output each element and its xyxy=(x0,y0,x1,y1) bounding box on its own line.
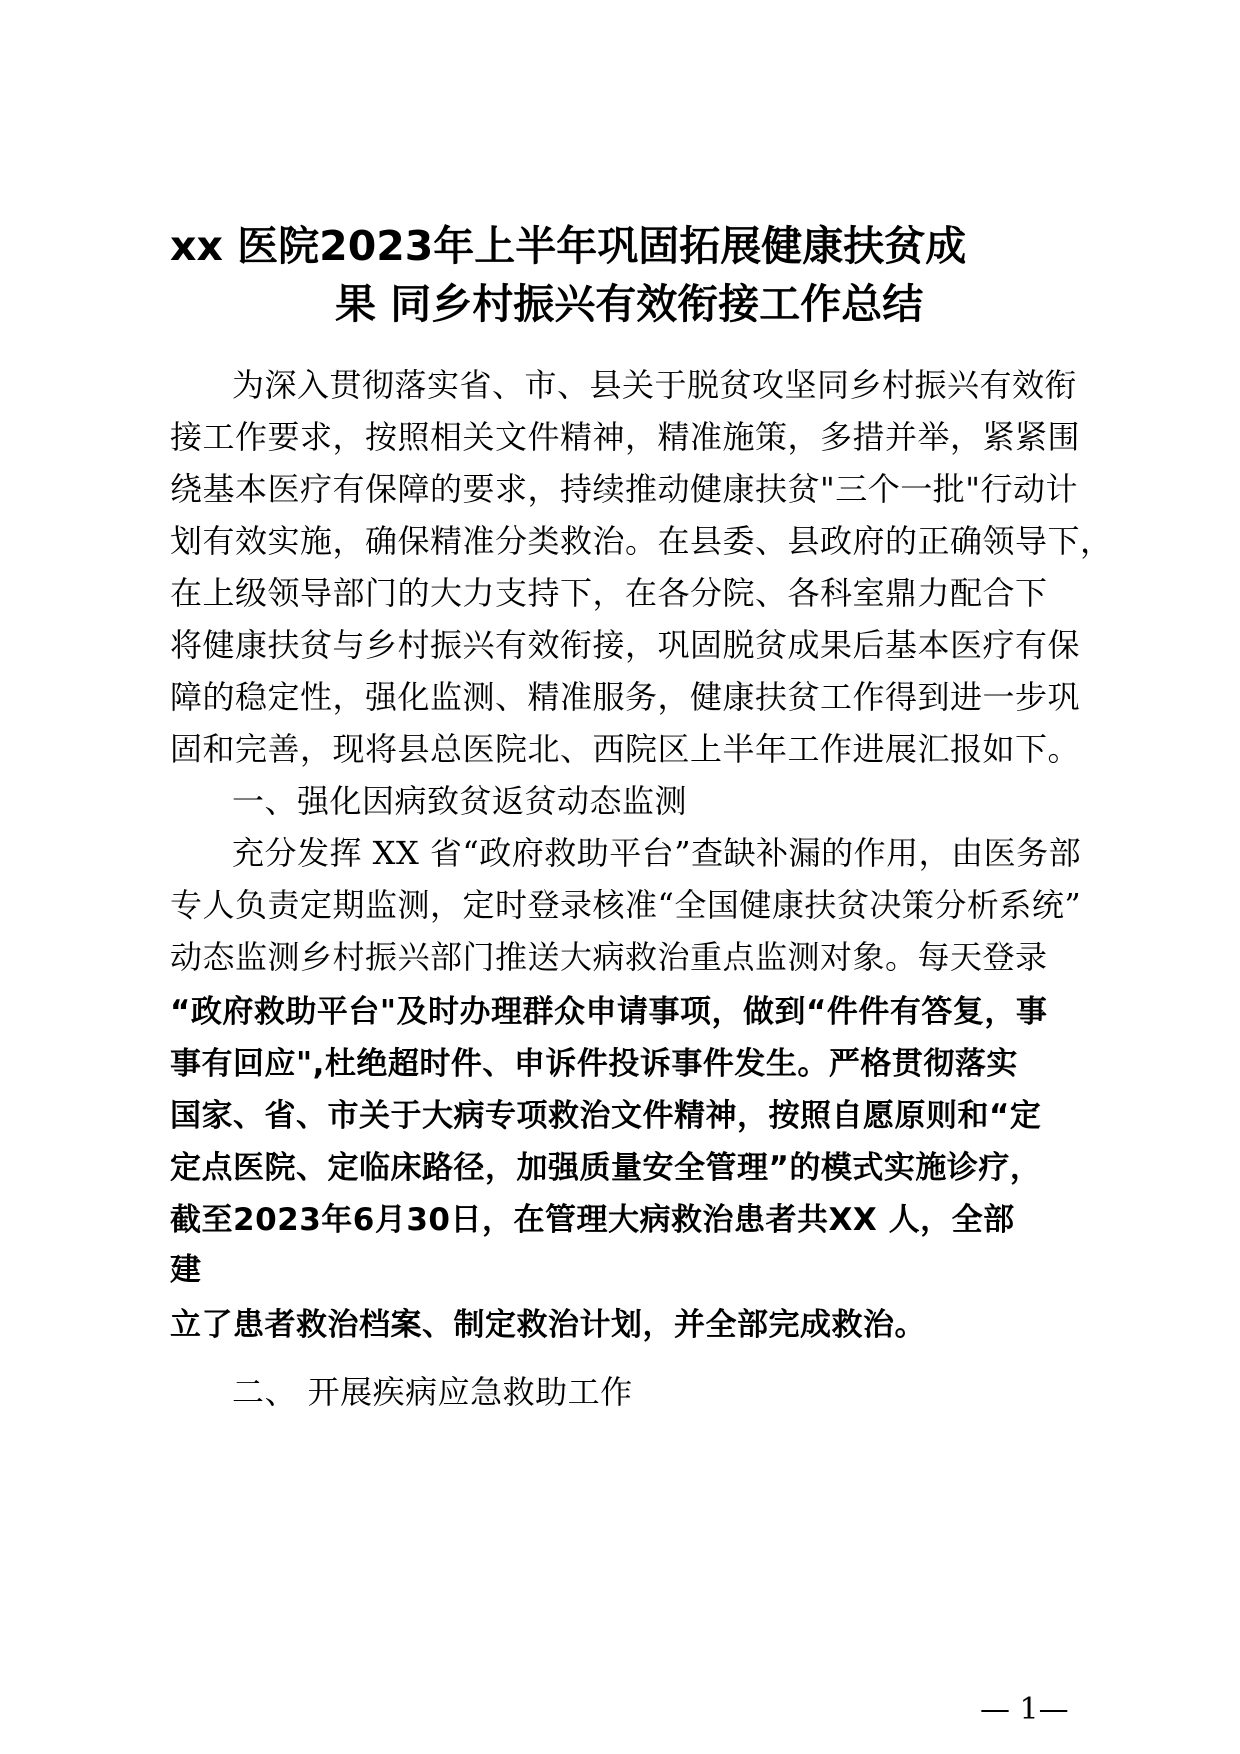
document-title-line-2: 果 同乡村振兴有效衔接工作总结 xyxy=(335,280,924,328)
paragraph-1-line: 将健康扶贫与乡村振兴有效衔接，巩固脱贫成果后基本医疗有保 xyxy=(170,626,1081,664)
section-heading-1: 一、强化因病致贫返贫动态监测 xyxy=(232,782,688,820)
paragraph-2-line: 充分发挥 XX 省“政府救助平台”查缺补漏的作用，由医务部 xyxy=(232,834,1082,872)
page-number: — 1— xyxy=(980,1692,1069,1727)
section-heading-2: 二、 开展疾病应急救助工作 xyxy=(232,1373,633,1411)
paragraph-2-bold-line: 国家、省、市关于大病专项救治文件精神，按照自愿原则和“定 xyxy=(170,1098,1042,1134)
paragraph-2-bold-line: 定点医院、定临床路径，加强质量安全管理”的模式实施诊疗， xyxy=(170,1150,1042,1186)
paragraph-1-line: 绕基本医疗有保障的要求，持续推动健康扶贫"三个一批"行动计 xyxy=(170,470,1078,508)
paragraph-1-line: 为深入贯彻落实省、市、县关于脱贫攻坚同乡村振兴有效衔 xyxy=(232,366,1078,404)
paragraph-1-line: 接工作要求，按照相关文件精神，精准施策，多措并举，紧紧围 xyxy=(170,418,1081,456)
paragraph-2-line: 动态监测乡村振兴部门推送大病救治重点监测对象。每天登录 xyxy=(170,938,1048,976)
document-title-line-1: xx 医院2023年上半年巩固拓展健康扶贫成 xyxy=(170,222,967,270)
paragraph-2-bold-line: “政府救助平台"及时办理群众申请事项，做到“件件有答复，事 xyxy=(170,994,1048,1030)
paragraph-2-line: 专人负责定期监测，定时登录核准“全国健康扶贫决策分析系统” xyxy=(170,886,1082,924)
paragraph-2-bold-line: 立了患者救治档案、制定救治计划，并全部完成救治。 xyxy=(170,1307,926,1343)
paragraph-2-bold-line: 事有回应",杜绝超时件、申诉件投诉事件发生。严格贯彻落实 xyxy=(170,1046,1018,1082)
paragraph-1-line: 障的稳定性，强化监测、精准服务，健康扶贫工作得到进一步巩 xyxy=(170,678,1081,716)
paragraph-1-line: 划有效实施，确保精准分类救治。在县委、县政府的正确领导下， xyxy=(170,522,1113,560)
paragraph-1-line: 在上级领导部门的大力支持下，在各分院、各科室鼎力配合下 xyxy=(170,574,1048,612)
paragraph-1-line: 固和完善，现将县总医院北、西院区上半年工作进展汇报如下。 xyxy=(170,730,1081,768)
paragraph-2-bold-line: 建 xyxy=(170,1252,202,1288)
paragraph-2-bold-line: 截至2023年6月30日，在管理大病救治患者共XX 人，全部 xyxy=(170,1202,1015,1238)
